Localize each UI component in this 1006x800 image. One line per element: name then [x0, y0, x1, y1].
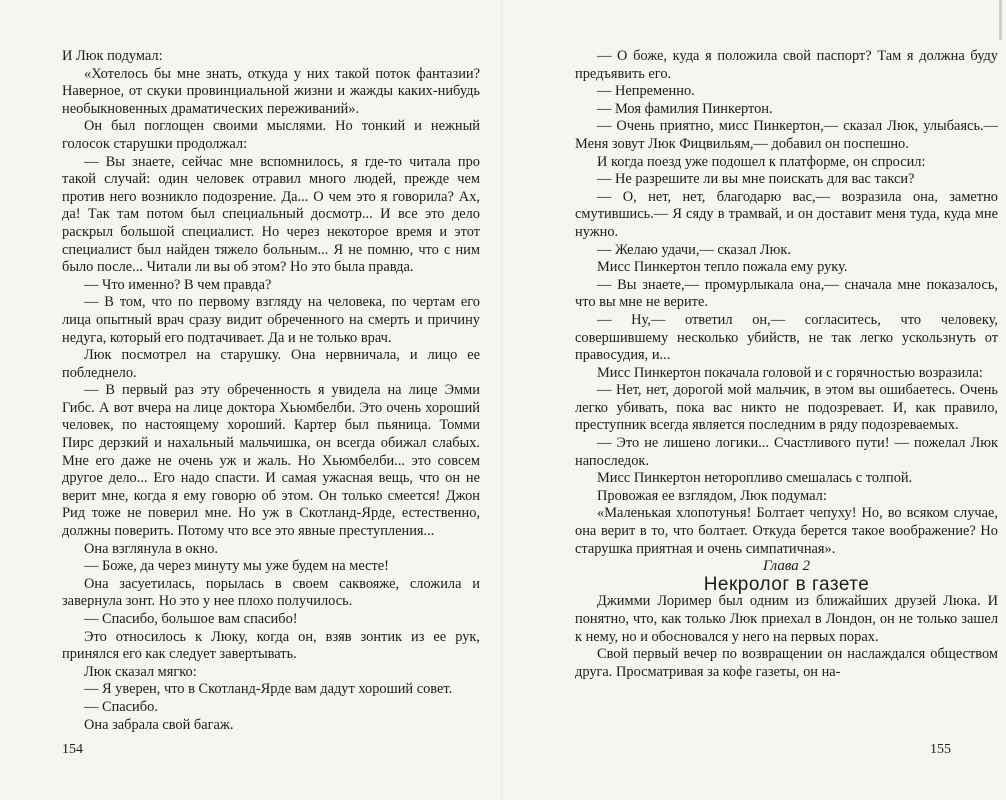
paragraph: Джимми Лоример был одним из ближайших друзей Люка. И понятно, что, как только Люк приехал в Лондон, он не только зашел к нему, но и обосновался у него на первых порах.: [575, 593, 998, 645]
paragraph: И когда поезд уже подошел к платформе, он спросил:: [597, 153, 926, 170]
paragraph: — Спасибо.: [84, 698, 158, 715]
paragraph: «Маленькая хлопотунья! Болтает чепуху! Но, во всяком случае, она верит в то, что болтает. Откуда берется такое воображение? Но старушка приятная и очень симпатичная».: [575, 505, 998, 557]
paragraph: Мисс Пинкертон покачала головой и с горячностью возразила:: [597, 364, 983, 381]
paragraph: — Что именно? В чем правда?: [84, 276, 272, 293]
chapter-label: Глава 2: [762, 558, 811, 575]
paragraph: Провожая ее взглядом, Люк подумал:: [597, 487, 827, 504]
paragraph: Она засуетилась, порылась в своем саквояже, сложила и завернула зонт. Но это у нее плохо получилось.: [62, 575, 480, 610]
paragraph: «Хотелось бы мне знать, откуда у них такой поток фантазии? Наверное, от скуки провинциальной жизни и жажды каких-нибудь необыкновенных драматических переживаний».: [62, 65, 480, 117]
paragraph: — Боже, да через минуту мы уже будем на месте!: [84, 558, 389, 575]
paragraph: — Очень приятно, мисс Пинкертон,— сказал Люк, улыбаясь.— Меня зовут Люк Фицвильям,— добавил он поспешно.: [575, 118, 998, 152]
page-number: 154: [62, 742, 83, 757]
paragraph: — В первый раз эту обреченность я увидела на лице Эмми Гибс. А вот вчера на лице доктора Хьюмбелби. Это очень хороший человек, по настоящему хороший. Картер был пьяница. Томми Пирс дерзкий и нахальный мальчишка, он всегда обижал слабых. Мне его даже не очень уж и жаль. Но Хьюмбелби... это совсем другое дело... Его надо спасти. И самая ужасная вещь, что он не верит мне, когда я ему говорю об этом. Он только смеется! Джон Рид тоже не поверил мне. Но уж в Скотланд-Ярде, естественно, должны поверить. Потому что все это явные преступления...: [62, 382, 480, 540]
paragraph: — О боже, куда я положила свой паспорт? Там я должна буду предъявить его.: [575, 48, 998, 82]
paragraph: Мисс Пинкертон неторопливо смешалась с толпой.: [597, 470, 913, 487]
paragraph: — Спасибо, большое вам спасибо!: [84, 611, 298, 627]
right-page-text: [575, 48, 998, 681]
paragraph: — Нет, нет, дорогой мой мальчик, в этом вы ошибаетесь. Очень легко убивать, пока вас никто не подозревает. И, как правило, преступник всегда является последним в ряду подозреваемых.: [575, 382, 998, 434]
paragraph: Мисс Пинкертон тепло пожала ему руку.: [597, 259, 848, 276]
paragraph: — Непременно.: [597, 83, 695, 100]
paragraph: Люк сказал мягко:: [84, 663, 197, 680]
page-number: 155: [930, 742, 951, 757]
paragraph: — Не разрешите ли вы мне поискать для вас такси?: [597, 171, 915, 188]
paragraph: — Вы знаете,— промурлыкала она,— сначала мне показалось, что вы мне не верите.: [575, 276, 998, 311]
paragraph: — Моя фамилия Пинкертон.: [597, 100, 773, 117]
paragraph: — Я уверен, что в Скотланд-Ярде вам дадут хороший совет.: [84, 681, 453, 698]
paragraph: И Люк подумал:: [62, 48, 163, 64]
paragraph: — Желаю удачи,— сказал Люк.: [597, 241, 792, 258]
paragraph: Свой первый вечер по возвращении он наслаждался обществом друга. Просматривая за кофе газеты, он на-: [575, 646, 998, 680]
chapter-title: Некролог в газете: [703, 573, 870, 595]
right-page: [503, 0, 1006, 800]
left-page-text: [62, 48, 480, 734]
paragraph: Она забрала свой багаж.: [84, 716, 234, 733]
paragraph: — Ну,— ответил он,— согласитесь, что человеку, совершившему несколько убийств, не так легко ускользнуть от правосудия, и...: [575, 311, 998, 364]
paragraph: Это относилось к Люку, когда он, взяв зонтик из ее рук, принялся его как следует завертывать.: [62, 628, 480, 663]
paragraph: Люк посмотрел на старушку. Она нервничала, и лицо ее побледнело.: [62, 347, 480, 381]
paragraph: — О, нет, нет, благодарю вас,— возразила она, заметно смутившись.— Я сяду в трамвай, и он доставит меня туда, куда мне нужно.: [575, 188, 998, 240]
paragraph: — В том, что по первому взгляду на человека, по чертам его лица опытный врач сразу видит обреченного на смерть и причину недуга, который его подтачивает. Да и не только врач.: [62, 294, 480, 346]
paragraph: — Это не лишено логики... Счастливого пути! — пожелал Люк напоследок.: [575, 435, 998, 469]
paragraph: Он был поглощен своими мыслями. Но тонкий и нежный голосок старушки продолжал:: [62, 118, 480, 152]
paragraph: Она взглянула в окно.: [84, 540, 219, 557]
paragraph: — Вы знаете, сейчас мне вспомнилось, я где-то читала про такой случай: один человек отравил много людей, прежде чем против него возникло подозрение. Да... О чем это я говорила? Ах, да! Так там потом был специальный досмотр... И все это дело раскрыл большой специалист. Но через некоторое время и этот специалист был найден тяжело больным... Я не помню, что с ним было после... Читали ли вы об этом? Но это была правда.: [62, 153, 480, 276]
